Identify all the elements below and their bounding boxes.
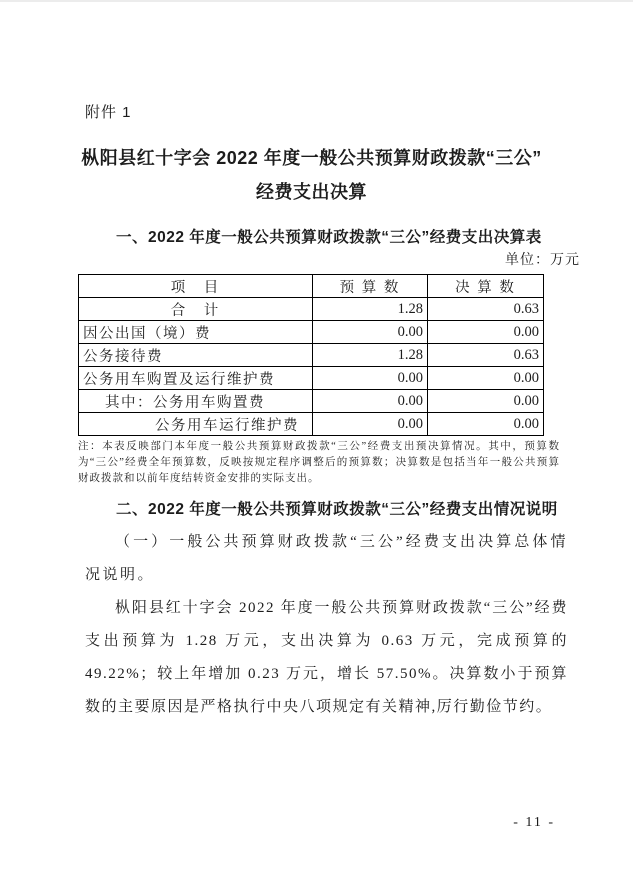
row-label: 合 计 (79, 298, 313, 321)
table-note: 注：本表反映部门本年度一般公共预算财政拨款“三公”经费支出预决算情况。其中，预算数为“三公”经费全年预算数，反映按规定程序调整后的预算数；决算数是包括当年一般公共预算财政拨款和以前年度结转资金安排的实际支出。 (78, 441, 560, 484)
section-2-heading: 二、2022 年度一般公共预算财政拨款“三公”经费支出情况说明 (116, 501, 558, 518)
table-row-vehicle-total (79, 367, 544, 390)
table-row-total (79, 298, 544, 321)
budget-value: 1.28 (313, 344, 428, 367)
section-2-subheading: （一）一般公共预算财政拨款“三公”经费支出决算总体情况说明。 (85, 534, 568, 583)
budget-value: 0.00 (313, 413, 428, 436)
final-value: 0.00 (428, 390, 544, 413)
row-label: 公务用车购置及运行维护费 (79, 367, 313, 390)
table-header-budget: 预 算 数 (313, 275, 428, 298)
document-content (0, 2, 633, 724)
final-value: 0.63 (428, 298, 544, 321)
row-label: 因公出国（境）费 (79, 321, 313, 344)
unit-label: 单位：万元 (505, 253, 580, 268)
row-label: 公务接待费 (79, 344, 313, 367)
table-row-reception (79, 344, 544, 367)
three-public-expense-table (78, 274, 544, 436)
final-value: 0.00 (428, 321, 544, 344)
document-title (60, 141, 563, 209)
row-label: 其中：公务用车购置费 (79, 390, 313, 413)
table-header-row (79, 275, 544, 298)
table-row-vehicle-maintenance (79, 413, 544, 436)
section-1-heading: 一、2022 年度一般公共预算财政拨款“三公”经费支出决算表 (116, 229, 542, 246)
table-header-item: 项 目 (79, 275, 313, 298)
final-value: 0.00 (428, 367, 544, 390)
final-value: 0.63 (428, 344, 544, 367)
document-title-line-2: 经费支出决算 (256, 182, 367, 202)
budget-value: 0.00 (313, 367, 428, 390)
table-row-abroad (79, 321, 544, 344)
final-value: 0.00 (428, 413, 544, 436)
attachment-label: 附件 1 (85, 104, 132, 121)
page-number: - 11 - (513, 815, 555, 830)
budget-value: 0.00 (313, 390, 428, 413)
document-title-line-1: 枞阳县红十字会 2022 年度一般公共预算财政拨款“三公” (81, 148, 542, 168)
table-row-vehicle-purchase (79, 390, 544, 413)
table-header-final: 决 算 数 (428, 275, 544, 298)
budget-value: 1.28 (313, 298, 428, 321)
row-label: 公务用车运行维护费 (79, 413, 313, 436)
section-2-paragraph: 枞阳县红十字会 2022 年度一般公共预算财政拨款“三公”经费支出预算为 1.28 万元，支出决算为 0.63 万元，完成预算的 49.22%；较上年增加 0.23 万元，增长 57.50%。决算数小于预算数的主要原因是严格执行中央八项规定有关精神,厉行勤俭节约。 (85, 600, 568, 715)
budget-value: 0.00 (313, 321, 428, 344)
